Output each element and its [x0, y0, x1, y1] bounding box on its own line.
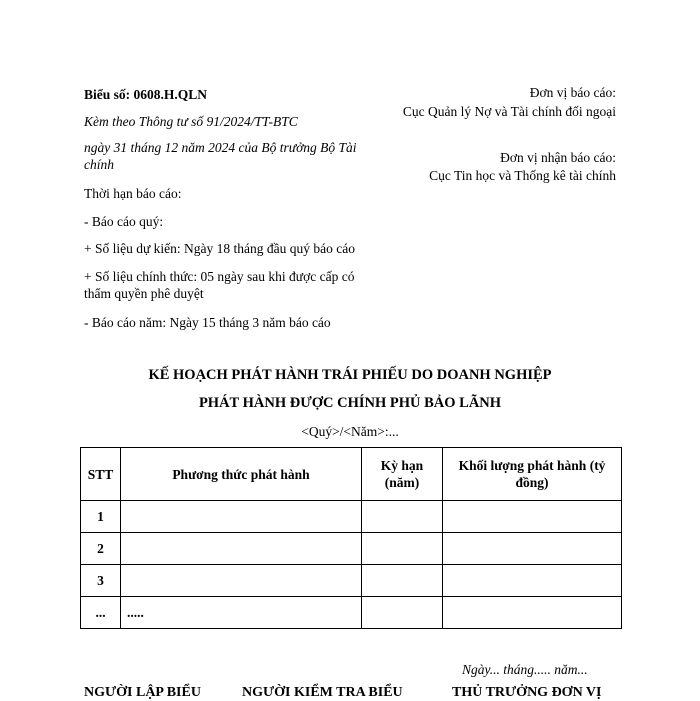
report-period: <Quý>/<Năm>:... — [301, 424, 399, 439]
header-stt: STT — [81, 448, 121, 501]
table-header-row — [81, 448, 622, 501]
official-data-deadline: + Số liệu chính thức: 05 ngày sau khi được cấp có thẩm quyền phê duyệt — [84, 269, 355, 301]
report-title-line2: PHÁT HÀNH ĐƯỢC CHÍNH PHỦ BẢO LÃNH — [198, 395, 502, 411]
footer-date-line: Ngày... tháng..... năm... — [462, 662, 588, 677]
annual-report-deadline: - Báo cáo năm: Ngày 15 tháng 3 năm báo cáo — [84, 315, 331, 330]
issuance-plan-table — [80, 447, 622, 629]
cell-term — [362, 565, 443, 597]
receiving-unit: Cục Tin học và Thống kê tài chính — [429, 168, 616, 183]
cell-stt: ... — [81, 597, 121, 629]
cell-method — [121, 565, 362, 597]
cell-term — [362, 501, 443, 533]
expected-data-deadline: + Số liệu dự kiến: Ngày 18 tháng đầu quý báo cáo — [84, 241, 356, 256]
cell-volume — [443, 501, 622, 533]
quarterly-report-label: - Báo cáo quý: — [84, 214, 164, 229]
table-row — [81, 565, 622, 597]
receiving-unit-label: Đơn vị nhận báo cáo: — [500, 150, 616, 165]
cell-stt: 1 — [81, 501, 121, 533]
signature-checker: NGƯỜI KIỂM TRA BIỂU — [242, 685, 403, 700]
form-number: Biểu số: 0608.H.QLN — [84, 87, 208, 102]
header-term: Kỳ hạn (năm) — [362, 448, 443, 501]
cell-method — [121, 533, 362, 565]
table-row — [81, 533, 622, 565]
header-volume: Khối lượng phát hành (tỷ đồng) — [443, 448, 622, 501]
cell-volume — [443, 565, 622, 597]
cell-stt: 3 — [81, 565, 121, 597]
circular-reference: Kèm theo Thông tư số 91/2024/TT-BTC — [84, 114, 298, 129]
signature-preparer: NGƯỜI LẬP BIỂU — [84, 685, 201, 700]
table-row — [81, 597, 622, 629]
cell-method: ..... — [121, 597, 362, 629]
header-issuance-method: Phương thức phát hành — [121, 448, 362, 501]
signature-head-of-unit: THỦ TRƯỞNG ĐƠN VỊ — [452, 685, 602, 700]
reporting-unit: Cục Quản lý Nợ và Tài chính đối ngoại — [402, 104, 616, 119]
report-title-line1: KẾ HOẠCH PHÁT HÀNH TRÁI PHIẾU DO DOANH NGHIỆP — [148, 367, 552, 383]
reporting-unit-label: Đơn vị báo cáo: — [529, 85, 616, 100]
cell-volume — [443, 597, 622, 629]
deadline-label: Thời hạn báo cáo: — [84, 186, 182, 201]
cell-stt: 2 — [81, 533, 121, 565]
cell-term — [362, 533, 443, 565]
table-row — [81, 501, 622, 533]
cell-volume — [443, 533, 622, 565]
cell-method — [121, 501, 362, 533]
issue-date: ngày 31 tháng 12 năm 2024 của Bộ trưởng Bộ Tài chính — [84, 140, 357, 172]
cell-term — [362, 597, 443, 629]
